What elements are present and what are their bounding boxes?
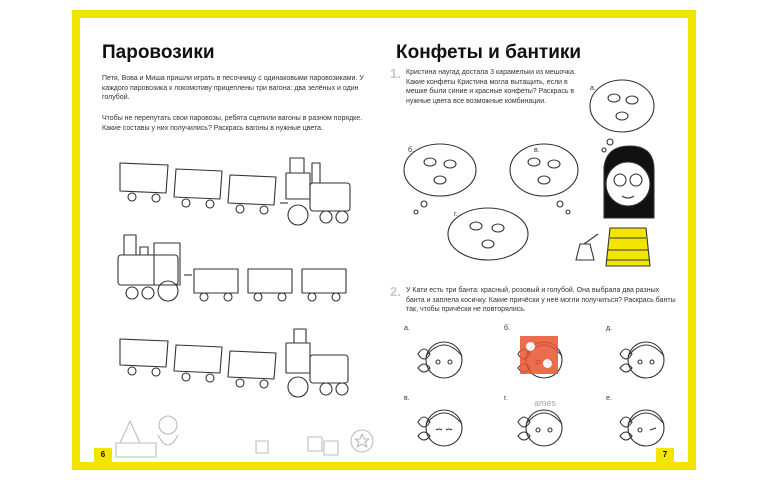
candy-illustration [384, 58, 688, 268]
girl-label-g: г. [504, 395, 508, 402]
bubble-label-v: в. [534, 147, 540, 154]
bubble-label-a: а. [590, 85, 596, 92]
train-2 [118, 235, 346, 301]
left-page-title: Паровозики [102, 42, 215, 63]
thought-bubble-g [448, 208, 528, 260]
task-2-text: У Кати есть три банта: красный, розовый и голубой. Она выбрала два разных банта и заплела косичку. Какие причёски у неё могли получиться? Раскрась банты так, чтобы причёски не повторялись. [406, 287, 676, 314]
girl-label-d: д. [606, 325, 613, 332]
train-3 [120, 329, 348, 397]
girl-with-candy-bag [576, 146, 654, 266]
left-page-number: 6 [94, 448, 112, 462]
right-page-title: Конфеты и бантики [396, 42, 582, 63]
thought-bubble-v [510, 144, 578, 214]
girl-v [404, 395, 462, 446]
girl-d [606, 325, 664, 378]
toys-decoration [116, 416, 373, 457]
watermark-logo [520, 336, 558, 374]
girl-e [606, 395, 664, 446]
bubble-label-b: б. [408, 147, 414, 154]
right-page-number: 7 [656, 448, 674, 462]
trains-illustration [80, 143, 384, 468]
left-paragraph-1: Петя, Вова и Миша пришли играть в песочницу с одинаковыми паровозиками. У каждого паровозика к локомотиву прицеплены три вагона: два зелёных и один голубой. [102, 75, 364, 102]
bubble-label-g: г. [454, 211, 458, 218]
girl-label-a: а. [404, 325, 410, 332]
girl-label-v: в. [404, 395, 410, 402]
left-page [72, 10, 384, 470]
dice-pip [543, 359, 552, 368]
thought-bubble-b [404, 144, 476, 214]
girl-label-b: б. [504, 325, 510, 332]
task-2-number: 2. [390, 284, 401, 299]
task-1-number: 1. [390, 66, 401, 81]
girl-a [404, 325, 462, 378]
task-1-text: Кристина наугад достала 3 карамельки из мешочка. Какие конфеты Кристина могла вытащить, если в мешке были синие и красные конфеты? Раскрась в нужные цвета все возможные комбинации. [406, 69, 576, 105]
girl-label-e: е. [606, 395, 612, 402]
thought-bubble-a [590, 80, 654, 152]
train-1 [120, 158, 350, 225]
dice-pip [526, 342, 535, 351]
right-page [384, 10, 696, 470]
left-paragraph-2: Чтобы не перепутать свои паровозы, ребята сцепили вагоны в разном порядке. Какие составы у них получились? Раскрась вагоны в нужные цвета. [102, 115, 363, 132]
watermark-text: ames [534, 398, 557, 408]
